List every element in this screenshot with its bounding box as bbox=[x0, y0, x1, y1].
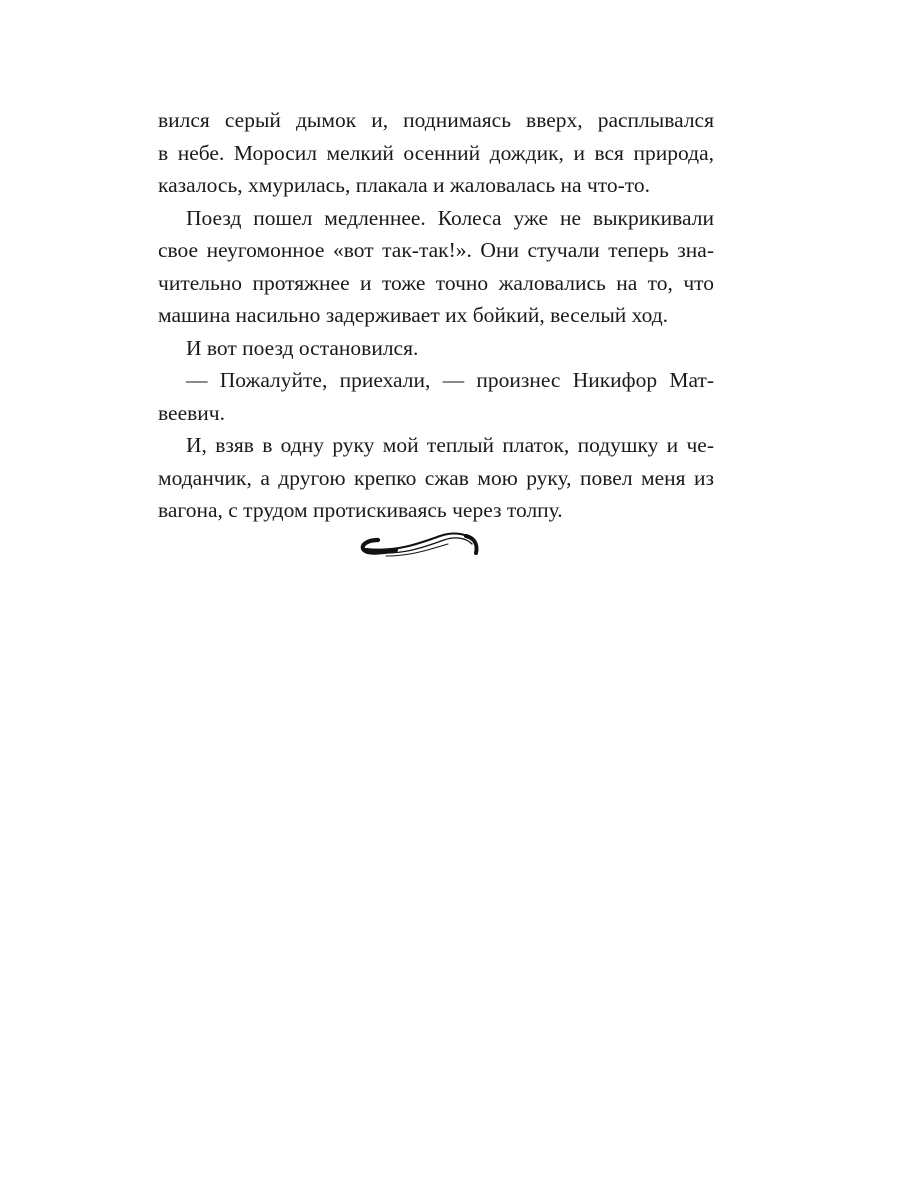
text-line: в небе. Моросил мелкий осенний дождик, и вся природа, bbox=[158, 140, 714, 165]
text-line: вагона, с трудом протискиваясь через толпу. bbox=[158, 498, 563, 522]
text-line: И, взяв в одну руку мой теплый платок, подушку и че- bbox=[186, 433, 714, 457]
text-line: моданчик, а другою крепко сжав мою руку, повел меня из bbox=[158, 465, 714, 490]
text-line: свое неугомонное «вот так-так!». Они стучали теперь зна- bbox=[158, 238, 714, 262]
text-line: веевич. bbox=[158, 400, 225, 425]
text-line: чительно протяжнее и тоже точно жаловались на то, что bbox=[158, 270, 714, 295]
text-line: И вот поезд остановился. bbox=[186, 335, 419, 360]
body-text bbox=[158, 104, 714, 527]
text-line: Поезд пошел медленнее. Колеса уже не выкрикивали bbox=[186, 205, 714, 230]
text-line: вился серый дымок и, поднимаясь вверх, расплывался bbox=[158, 108, 714, 132]
text-line: казалось, хмурилась, плакала и жаловалась на что-то. bbox=[158, 173, 651, 197]
text-line: — Пожалуйте, приехали, — произнес Никифор Мат- bbox=[186, 368, 714, 392]
flourish-divider-icon bbox=[356, 522, 484, 566]
text-line: машина насильно задерживает их бойкий, веселый ход. bbox=[158, 303, 669, 327]
